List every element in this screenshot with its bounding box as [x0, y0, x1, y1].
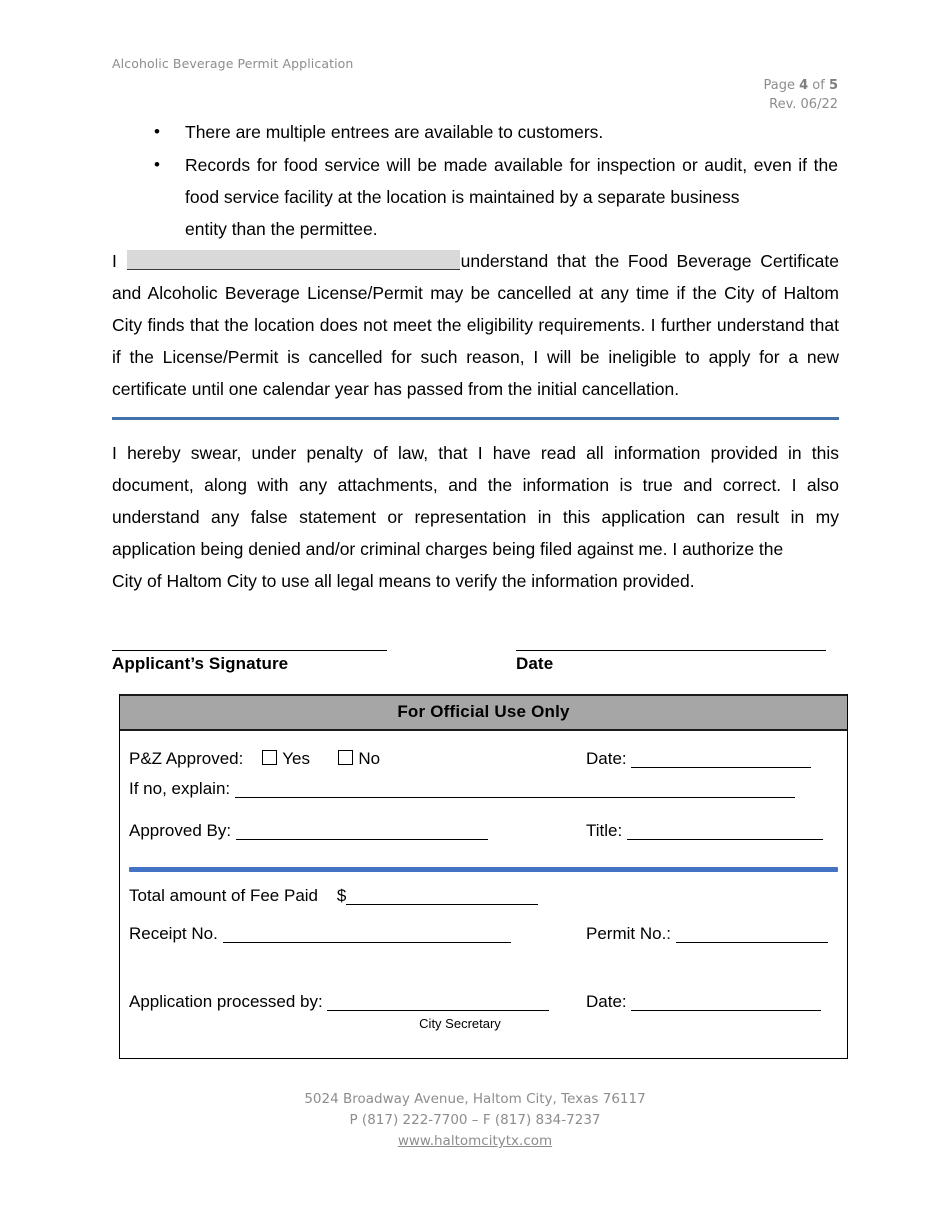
processed-by-row: [120, 992, 847, 1044]
processed-date-input[interactable]: [631, 1010, 821, 1011]
if-no-explain-input[interactable]: [235, 797, 795, 798]
page-total: 5: [828, 78, 838, 93]
receipt-no-label: Receipt No.: [129, 923, 223, 943]
footer-website-link[interactable]: www.haltomcitytx.com: [397, 1133, 553, 1149]
approved-by-row: [120, 821, 847, 851]
page-number-line: [763, 76, 838, 95]
if-no-explain-row: [120, 779, 847, 813]
page-label: Page: [763, 78, 795, 93]
bullet-icon: •: [154, 155, 160, 174]
list-item: [112, 116, 838, 148]
signature-date-line[interactable]: [516, 650, 826, 651]
footer-phone-fax: P (817) 222-7700 – F (817) 834-7237: [349, 1112, 601, 1128]
oath-text-last-line: City of Haltom City to use all legal means to verify the information provided.: [112, 571, 695, 591]
pz-approved-row: [120, 749, 847, 779]
receipt-no-input[interactable]: [223, 942, 511, 943]
fee-paid-label: Total amount of Fee Paid: [129, 885, 319, 905]
pz-date-group: [586, 749, 811, 769]
page-of-label: of: [812, 78, 825, 93]
official-use-divider-blue: [129, 867, 838, 872]
page-footer: [0, 1089, 950, 1152]
page-number: 4: [799, 78, 809, 93]
processed-by-label: Application processed by:: [129, 991, 328, 1011]
page-meta: [763, 76, 838, 114]
list-item-text: There are multiple entrees are available to customers.: [185, 122, 604, 142]
applicant-signature-line[interactable]: [112, 650, 387, 651]
processed-by-group: [129, 992, 549, 1012]
requirements-bullet-list: [112, 116, 838, 245]
fee-paid-row: [120, 886, 847, 924]
receipt-no-row: [120, 924, 847, 962]
permit-no-label: Permit No.:: [586, 923, 676, 943]
permit-no-group: [586, 924, 828, 944]
checkbox-no-label: No: [358, 749, 381, 768]
pz-approved-group: [129, 749, 380, 769]
permit-no-input[interactable]: [676, 942, 828, 943]
revision-label: Rev. 06/22: [769, 97, 838, 112]
dollar-sign: $: [336, 885, 347, 905]
list-item: [112, 149, 838, 245]
list-item-text-last-line: entity than the permittee.: [185, 219, 378, 239]
consent-body-text: understand that the Food Beverage Certificate and Alcoholic Beverage License/Permit may be cancelled at any time if the City of Haltom City finds that the location does not meet the eligibility requirements. I further understand that if the License/Permit is cancelled for such reason, I will be ineligible to apply for a new certificate until one calendar year has passed from the initial cancellation.: [112, 251, 839, 399]
if-no-explain-group: [129, 779, 795, 799]
processed-by-input[interactable]: [327, 1010, 549, 1011]
consent-paragraph: [112, 245, 839, 405]
receipt-no-group: [129, 924, 511, 944]
oath-text: I hereby swear, under penalty of law, that I have read all information provided in this document, along with any attachments, and the information is true and correct. I also understand any false statement or representation in this application can result in my application being denied and/or criminal charges being filed against me. I authorize the: [112, 443, 839, 559]
title-label: Title:: [586, 821, 627, 840]
approved-by-label: Approved By:: [129, 821, 236, 840]
applicant-name-field[interactable]: [127, 250, 460, 270]
fee-paid-group: [129, 886, 538, 906]
list-item-text: Records for food service will be made available for inspection or audit, even if the food service facility at the location is maintained by a separate business: [185, 155, 838, 207]
pz-date-input[interactable]: [631, 767, 811, 768]
oath-paragraph: [112, 437, 839, 597]
checkbox-yes-label: Yes: [282, 749, 310, 768]
applicant-signature-label: Applicant’s Signature: [112, 654, 289, 673]
official-use-title: For Official Use Only: [120, 694, 847, 731]
checkbox-no[interactable]: [338, 750, 353, 765]
city-secretary-caption: City Secretary: [419, 1015, 501, 1031]
section-divider-blue: [112, 417, 839, 420]
approved-by-input[interactable]: [236, 839, 488, 840]
bullet-icon: •: [154, 122, 160, 141]
consent-lead-text: I: [112, 251, 117, 271]
footer-address: 5024 Broadway Avenue, Haltom City, Texas 76117: [304, 1091, 646, 1107]
signature-date-label: Date: [516, 654, 554, 673]
official-use-table: [119, 694, 848, 1059]
approved-by-group: [129, 821, 488, 841]
title-input[interactable]: [627, 839, 823, 840]
checkbox-yes[interactable]: [262, 750, 277, 765]
processed-date-label: Date:: [586, 991, 632, 1011]
pz-approved-label: P&Z Approved:: [129, 749, 244, 768]
official-use-body: [120, 731, 847, 1058]
processed-date-group: [586, 992, 821, 1012]
fee-paid-input[interactable]: [346, 904, 538, 905]
if-no-explain-label: If no, explain:: [129, 779, 235, 798]
title-group: [586, 821, 823, 841]
document-header-title: Alcoholic Beverage Permit Application: [112, 56, 354, 71]
pz-date-label: Date:: [586, 749, 632, 768]
